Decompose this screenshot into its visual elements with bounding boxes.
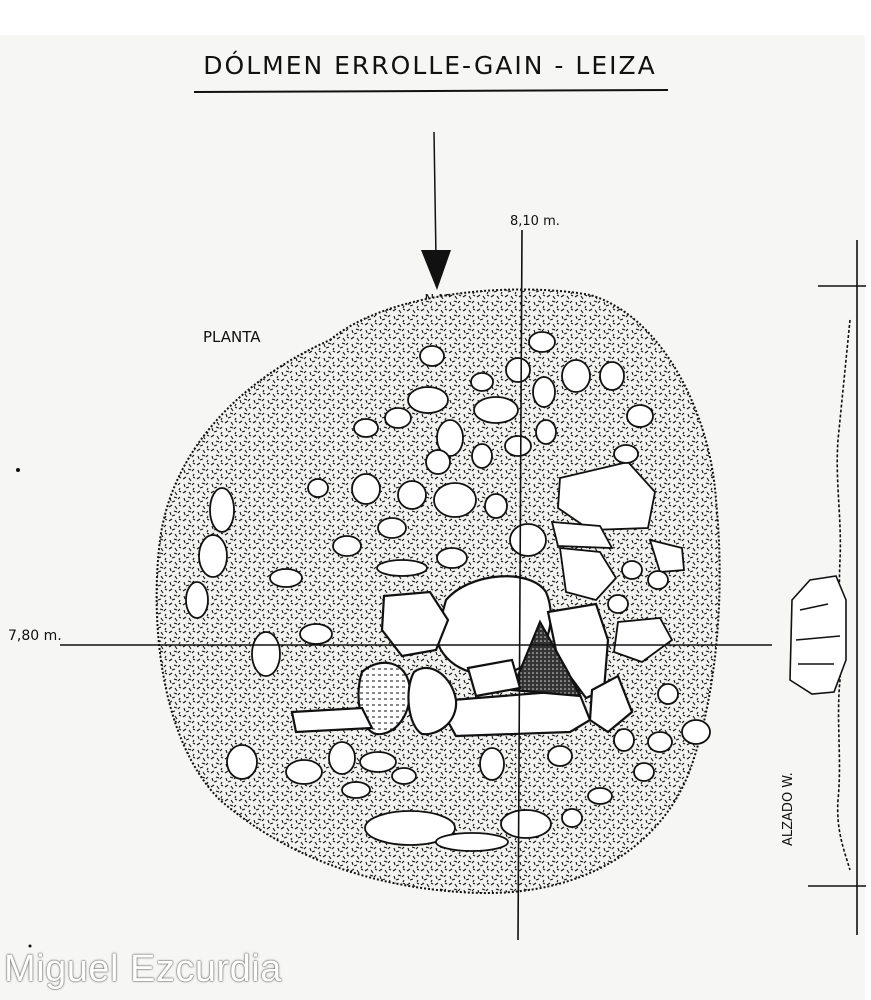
stone	[648, 571, 668, 589]
elevation-label: ALZADO W.	[781, 772, 796, 846]
stone	[562, 360, 590, 392]
stone	[536, 420, 556, 444]
plan-label: PLANTA	[203, 328, 261, 346]
stone	[588, 788, 612, 804]
stone	[426, 450, 450, 474]
watermark: Miguel Ezcurdia	[4, 948, 282, 990]
stone	[480, 748, 504, 780]
stone	[614, 729, 634, 751]
stone	[658, 684, 678, 704]
stone	[510, 524, 546, 556]
stone	[329, 742, 355, 774]
stone	[392, 768, 416, 784]
stone	[377, 560, 427, 576]
stone	[354, 419, 378, 437]
chamber-profile	[790, 576, 846, 694]
stone	[608, 595, 628, 613]
stone	[270, 569, 302, 587]
stone	[342, 782, 370, 798]
stone	[472, 444, 492, 468]
stone	[186, 582, 208, 618]
stone	[210, 488, 234, 532]
stone	[533, 377, 555, 407]
stone	[634, 763, 654, 781]
stone	[398, 481, 426, 509]
stone	[614, 445, 638, 463]
stone	[627, 405, 653, 427]
stone	[506, 358, 530, 382]
ink-dot	[16, 468, 20, 472]
stone	[434, 483, 476, 517]
stone	[562, 809, 582, 827]
stone	[378, 518, 406, 538]
stone	[529, 332, 555, 352]
stone	[505, 436, 531, 456]
stone	[333, 536, 361, 556]
stone	[408, 387, 448, 413]
stone	[436, 833, 508, 851]
stone	[300, 624, 332, 644]
stone	[227, 745, 257, 779]
stone	[199, 535, 227, 577]
stone	[485, 494, 507, 518]
stone	[352, 474, 380, 504]
stone	[437, 548, 467, 568]
drawing-title: DÓLMEN ERROLLE-GAIN - LEIZA	[203, 51, 657, 80]
stone	[385, 408, 411, 428]
stone	[360, 752, 396, 772]
stone	[286, 760, 322, 784]
stone	[648, 732, 672, 752]
stone	[548, 746, 572, 766]
stone	[474, 397, 518, 423]
stone	[420, 346, 444, 366]
ew-dimension-label: 7,80 m.	[8, 628, 62, 644]
stone	[600, 362, 624, 390]
stone	[501, 810, 551, 838]
ns-dimension-label: 8,10 m.	[510, 214, 560, 229]
stone	[682, 720, 710, 744]
slab-west	[292, 708, 372, 732]
stone	[308, 479, 328, 497]
stone	[622, 561, 642, 579]
stone	[252, 632, 280, 676]
stone	[471, 373, 493, 391]
